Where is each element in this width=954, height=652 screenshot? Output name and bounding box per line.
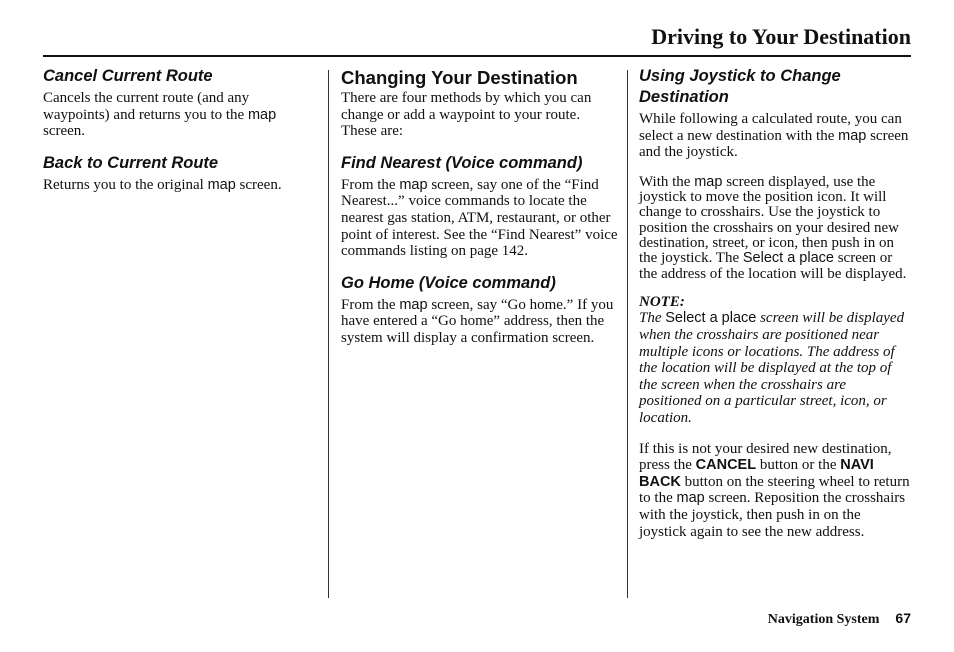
- find-nearest-heading: Find Nearest (Voice command): [341, 153, 583, 172]
- map-term: map: [399, 296, 428, 313]
- joystick-paragraph-1: While following a calculated route, you can select a new destination with the map screen and the joystick.: [639, 111, 909, 161]
- map-term: map: [247, 106, 277, 123]
- map-term: map: [838, 127, 867, 144]
- navi-back-button-term: NAVI BACK: [639, 457, 874, 490]
- page-number: 67: [895, 610, 911, 626]
- cancel-button-term: CANCEL: [695, 457, 757, 474]
- map-term: map: [676, 490, 705, 507]
- column-divider-2: [627, 70, 628, 598]
- column-3: [639, 66, 911, 540]
- cancel-route-heading: Cancel Current Route: [43, 67, 213, 85]
- column-1: [43, 66, 318, 193]
- cancel-route-text: Cancels the current route (and any waypoints) and returns you to the map screen.: [43, 90, 277, 140]
- map-term: map: [399, 176, 428, 193]
- footer-label: Navigation System: [767, 612, 880, 627]
- changing-destination-heading: Changing Your Destination: [341, 67, 578, 88]
- map-term: map: [694, 173, 723, 190]
- go-home-heading: Go Home (Voice command): [341, 273, 556, 292]
- go-home-text: From the map screen, say “Go home.” If you have entered a “Go home” address, then the system will display a confirmation screen.: [341, 296, 614, 346]
- joystick-paragraph-2: With the map screen displayed, use the joystick to move the position icon. It will change to crosshairs. Use the joystick to position the crosshairs on your desired new destination, street, or icon, then push in on the joystick. The Select a place screen or the address of the location will be displayed.: [639, 173, 907, 282]
- column-2: [341, 66, 618, 347]
- column-divider-1: [328, 70, 329, 598]
- select-a-place-term: Select a place: [665, 310, 757, 327]
- note-text: The Select a place screen will be displayed when the crosshairs are positioned near multiple icons or locations. The address of the location will be displayed at the top of the screen when the crosshairs are positioned on a particular street, icon, or location.: [639, 310, 905, 427]
- title-rule: [43, 55, 911, 57]
- map-term: map: [207, 176, 236, 193]
- joystick-heading: Using Joystick to Change Destination: [639, 67, 841, 106]
- note-label: NOTE:: [639, 293, 685, 310]
- page-title: Driving to Your Destination: [651, 24, 911, 49]
- footer: [768, 610, 911, 628]
- find-nearest-text: From the map screen, say one of the “Find Nearest...” voice commands to locate the nearest gas station, ATM, restaurant, or other point of interest. See the “Find Nearest” voice commands listing on page 142.: [341, 176, 618, 260]
- back-route-heading: Back to Current Route: [43, 153, 219, 172]
- back-route-text: Returns you to the original map screen.: [43, 176, 282, 193]
- joystick-paragraph-3: If this is not your desired new destination, press the CANCEL button or the NAVI BACK button on the steering wheel to return to the map screen. Reposition the crosshairs with the joystick, then push in on the joystick again to see the new address.: [639, 440, 910, 540]
- select-a-place-term: Select a place: [742, 250, 834, 267]
- changing-destination-intro: There are four methods by which you can change or add a waypoint to your route. These are:: [341, 90, 592, 140]
